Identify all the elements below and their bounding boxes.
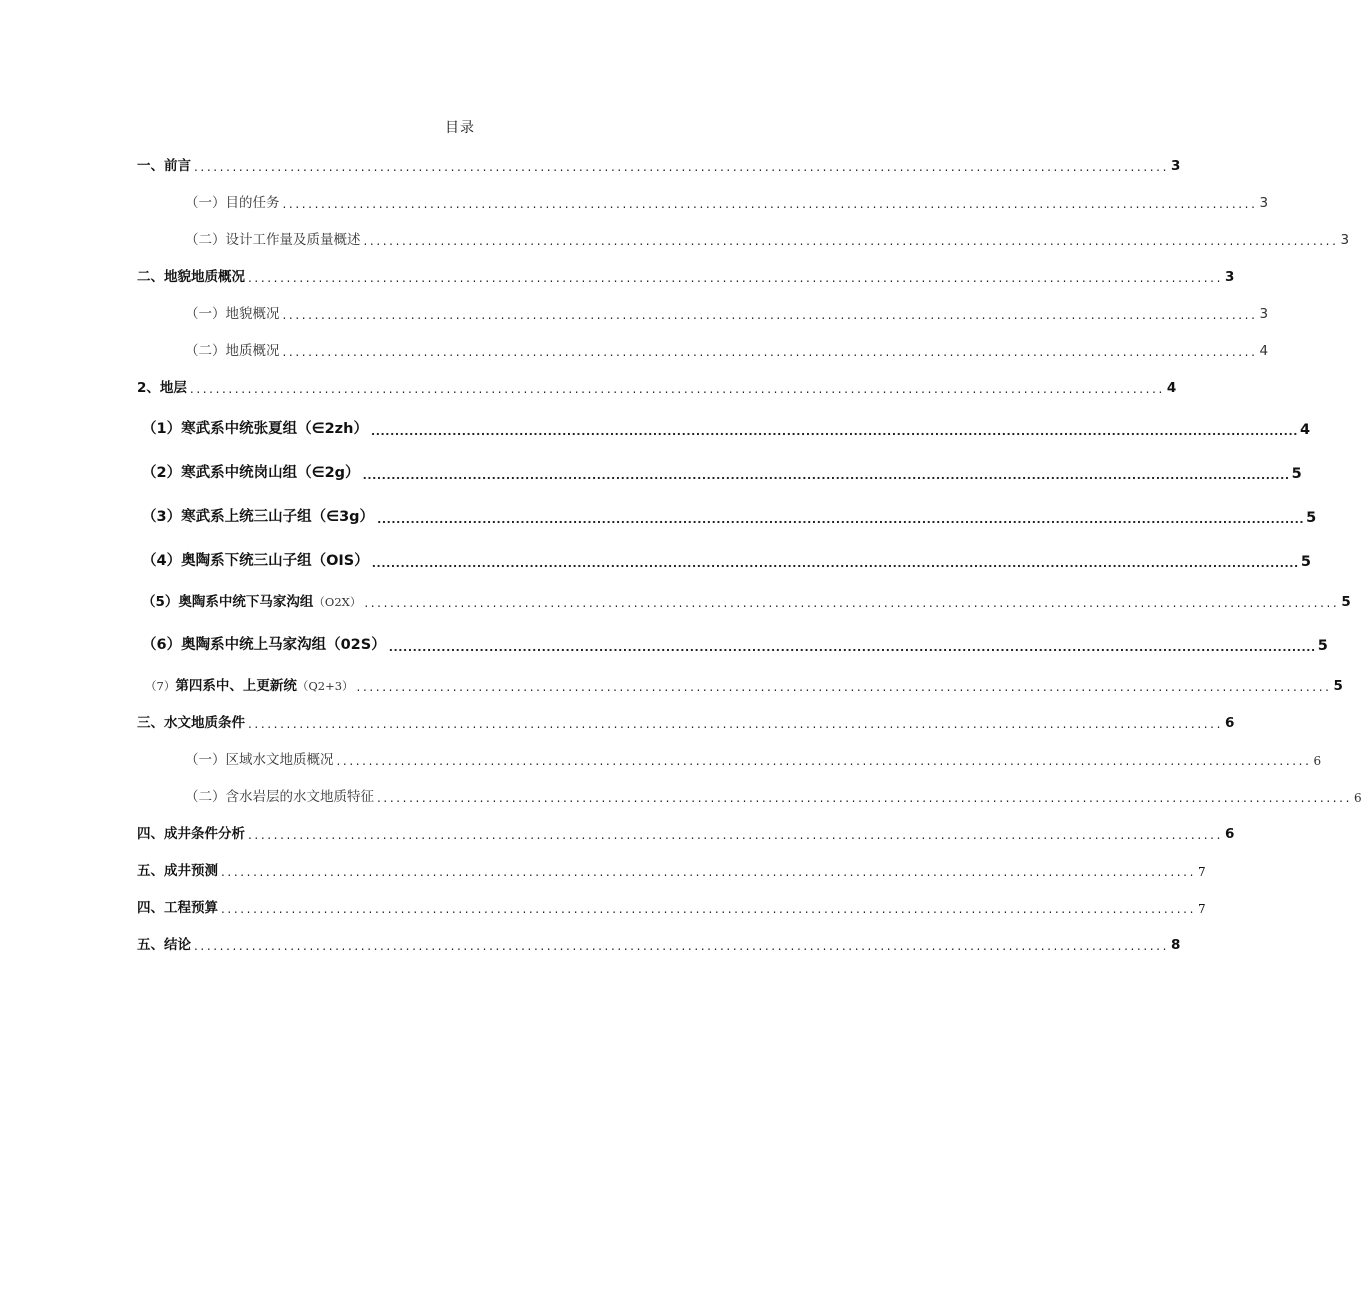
- toc-entry-page: 7: [1198, 902, 1206, 916]
- toc-entry[interactable]: [137, 822, 1235, 842]
- toc-entry-page: 5: [1306, 510, 1317, 526]
- toc-entry-page: 3: [1171, 158, 1181, 174]
- toc-entry[interactable]: [142, 418, 1311, 438]
- toc-entry-label: （5）奥陶系中统下马家沟组（O2X）: [142, 594, 362, 610]
- toc-entry[interactable]: [142, 506, 1317, 526]
- toc-entry-page: 4: [1166, 380, 1177, 396]
- toc-entry-label: （一）目的任务: [185, 195, 280, 211]
- toc-entry-label: （4）奥陶系下统三山子组（OIS）: [142, 553, 369, 569]
- toc-entry-page: 7: [1198, 865, 1206, 879]
- toc-entry[interactable]: [142, 590, 1351, 610]
- toc-entry-page: 3: [1259, 306, 1269, 322]
- toc-leader: ..................................................................................................................................................................................................: [388, 641, 1316, 654]
- toc-entry[interactable]: [185, 228, 1350, 248]
- toc-entry[interactable]: [145, 674, 1343, 694]
- toc-entry[interactable]: [142, 634, 1328, 654]
- toc-leader: ........................................................................................................................................................: [248, 828, 1223, 842]
- toc-entry-page: 3: [1340, 232, 1350, 248]
- toc-entry[interactable]: [137, 154, 1181, 174]
- toc-entry-page: 6: [1225, 826, 1235, 842]
- toc-entry[interactable]: [137, 933, 1181, 953]
- toc-entry-page: 8: [1171, 937, 1181, 953]
- toc-entry-label: （二）地质概况: [185, 343, 280, 359]
- toc-entry-page: 3: [1259, 195, 1269, 211]
- toc-entry-label: 二、地貌地质概况: [137, 269, 245, 285]
- toc-entry-label: （1）寒武系中统张夏组（∈2zh）: [142, 421, 368, 437]
- toc-leader: ........................................................................................................................................................: [221, 902, 1196, 916]
- toc-entry-page: 5: [1341, 594, 1351, 610]
- toc-leader: ........................................................................................................................................................: [248, 271, 1223, 285]
- toc-title: 目录: [445, 120, 475, 136]
- toc-entry-page: 5: [1317, 638, 1328, 654]
- toc-leader: ..................................................................................................................................................................................................: [371, 557, 1299, 570]
- toc-leader: ........................................................................................................................................................: [221, 865, 1196, 879]
- toc-entry-page: 6: [1225, 715, 1235, 731]
- toc-entry-page: 5: [1300, 554, 1311, 570]
- toc-entry-label: （二）含水岩层的水文地质特征: [185, 789, 374, 805]
- toc-entry-page: 6: [1313, 754, 1322, 768]
- toc-entry[interactable]: [185, 785, 1362, 805]
- toc-entry-label: （一）区域水文地质概况: [185, 752, 334, 768]
- toc-entry-page: 5: [1333, 678, 1343, 694]
- toc-leader: ........................................................................................................................................................: [194, 939, 1169, 953]
- toc-entry-label: 五、成井预测: [137, 863, 218, 879]
- toc-leader: ........................................................................................................................................................: [282, 197, 1258, 211]
- toc-leader: ........................................................................................................................................................: [248, 717, 1223, 731]
- toc-entry-page: 4: [1259, 343, 1269, 359]
- toc-entry-label: （3）寒武系上统三山子组（∈3g）: [142, 509, 375, 525]
- toc-leader: ........................................................................................................................................................: [194, 160, 1169, 174]
- toc-leader: ........................................................................................................................................................: [282, 345, 1258, 359]
- toc-leader: ........................................................................................................................................................: [336, 754, 1312, 768]
- toc-entry-label: 2、地层: [137, 380, 187, 396]
- toc-entry-label: （二）设计工作量及质量概述: [185, 232, 361, 248]
- toc-entry[interactable]: [185, 302, 1269, 322]
- toc-leader: ........................................................................................................................................................: [363, 234, 1339, 248]
- toc-leader: ..................................................................................................................................................................................................: [370, 425, 1299, 438]
- toc-entry-label: （一）地貌概况: [185, 306, 280, 322]
- toc-entry-label: 三、水文地质条件: [137, 715, 245, 731]
- toc-entry[interactable]: [142, 462, 1302, 482]
- toc-entry-label: （7）第四系中、上更新统（Q2+3）: [145, 678, 354, 694]
- toc-entry-page: 5: [1291, 466, 1302, 482]
- toc-entry[interactable]: [137, 896, 1206, 916]
- toc-leader: ........................................................................................................................................................: [377, 791, 1352, 805]
- toc-entry[interactable]: [185, 339, 1269, 359]
- toc-entry-page: 4: [1300, 422, 1311, 438]
- toc-leader: ........................................................................................................................................................: [282, 308, 1258, 322]
- toc-entry[interactable]: [185, 191, 1269, 211]
- toc-leader: ........................................................................................................................................................: [364, 596, 1340, 610]
- toc-entry-page: 6: [1354, 791, 1362, 805]
- toc-entry-page: 3: [1225, 269, 1235, 285]
- toc-entry-label: （6）奥陶系中统上马家沟组（02S）: [142, 637, 386, 653]
- toc-entry[interactable]: [137, 265, 1235, 285]
- toc-leader: ........................................................................................................................................................: [356, 680, 1332, 694]
- toc-entry-label: 四、工程预算: [137, 900, 218, 916]
- toc-entry-label: 四、成井条件分析: [137, 826, 245, 842]
- toc-leader: ..................................................................................................................................................................................................: [362, 469, 1290, 482]
- toc-leader: ........................................................................................................................................................: [189, 382, 1165, 396]
- toc-entry[interactable]: [137, 859, 1206, 879]
- toc-entry[interactable]: [142, 550, 1311, 570]
- toc-entry[interactable]: [137, 376, 1177, 396]
- toc-entry-label: （2）寒武系中统岗山组（∈2g）: [142, 465, 360, 481]
- toc-entry[interactable]: [137, 711, 1235, 731]
- toc-entry-label: 五、结论: [137, 937, 191, 953]
- toc-leader: ..................................................................................................................................................................................................: [377, 513, 1305, 526]
- toc-entry[interactable]: [185, 748, 1322, 768]
- toc-entry-label: 一、前言: [137, 158, 191, 174]
